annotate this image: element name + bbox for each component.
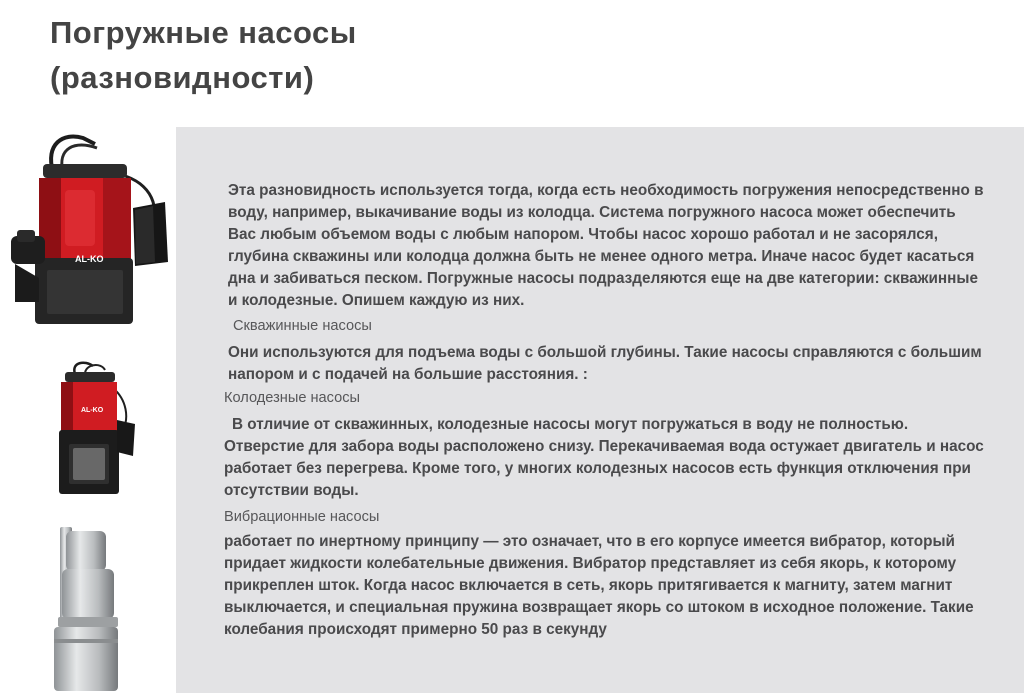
- vibration-heading: Вибрационные насосы: [224, 509, 380, 525]
- intro-paragraph: Эта разновидность используется тогда, когда есть необходимость погружения непосредственно в воду, например, выкачивание воды из колодца. Система погружного насоса может обеспечить Вас любым объемом воды с любым напором. Чтобы насос хорошо работал и не засорялся, глубина скважины или колодца должна быть не менее одного метра. Иначе насос будет касаться дна и забиваться песком. Погружные насосы подразделяются еще на две категории: скважинные и колодезные. Опишем каждую из них.: [228, 182, 984, 309]
- pump2-brand-label: AL-KO: [81, 407, 104, 414]
- borehole-paragraph: Они используются для подъема воды с большой глубины. Такие насосы справляются с большим напором и с подачей на большие расстояния. :: [228, 344, 982, 383]
- vibration-paragraph: работает по инертному принципу — это означает, что в его корпусе имеется вибратор, который придает жидкости колебательные движения. Вибратор представляет из себя якорь, к которому прикреплен шток. Когда насос включается в сеть, якорь притягивается к магниту, затем магнит выключается, и специальная пружина возвращает якорь со штоком в исходное положение. Такие колебания происходят примерно 50 раз в секунду: [224, 533, 974, 638]
- drainage-pump-image: [5, 126, 170, 332]
- page-title-line-2: (разновидности): [50, 60, 315, 95]
- borehole-heading: Скважинные насосы: [233, 318, 372, 334]
- vibration-pump-image: [40, 525, 120, 693]
- page-title-line-1: Погружные насосы: [50, 15, 357, 50]
- well-pump-image: [55, 360, 140, 496]
- pump1-brand-label: AL-KO: [75, 254, 104, 264]
- page-title: [50, 10, 357, 100]
- well-paragraph: В отличие от скважинных, колодезные насосы могут погружаться в воду не полностью. Отверстие для забора воды расположено снизу. Перекачиваемая вода остужает двигатель и насос работает без перегрева. Кроме того, у многих колодезных насосов есть функция отключения при отсутствии воды.: [224, 416, 984, 499]
- well-heading: Колодезные насосы: [224, 390, 361, 406]
